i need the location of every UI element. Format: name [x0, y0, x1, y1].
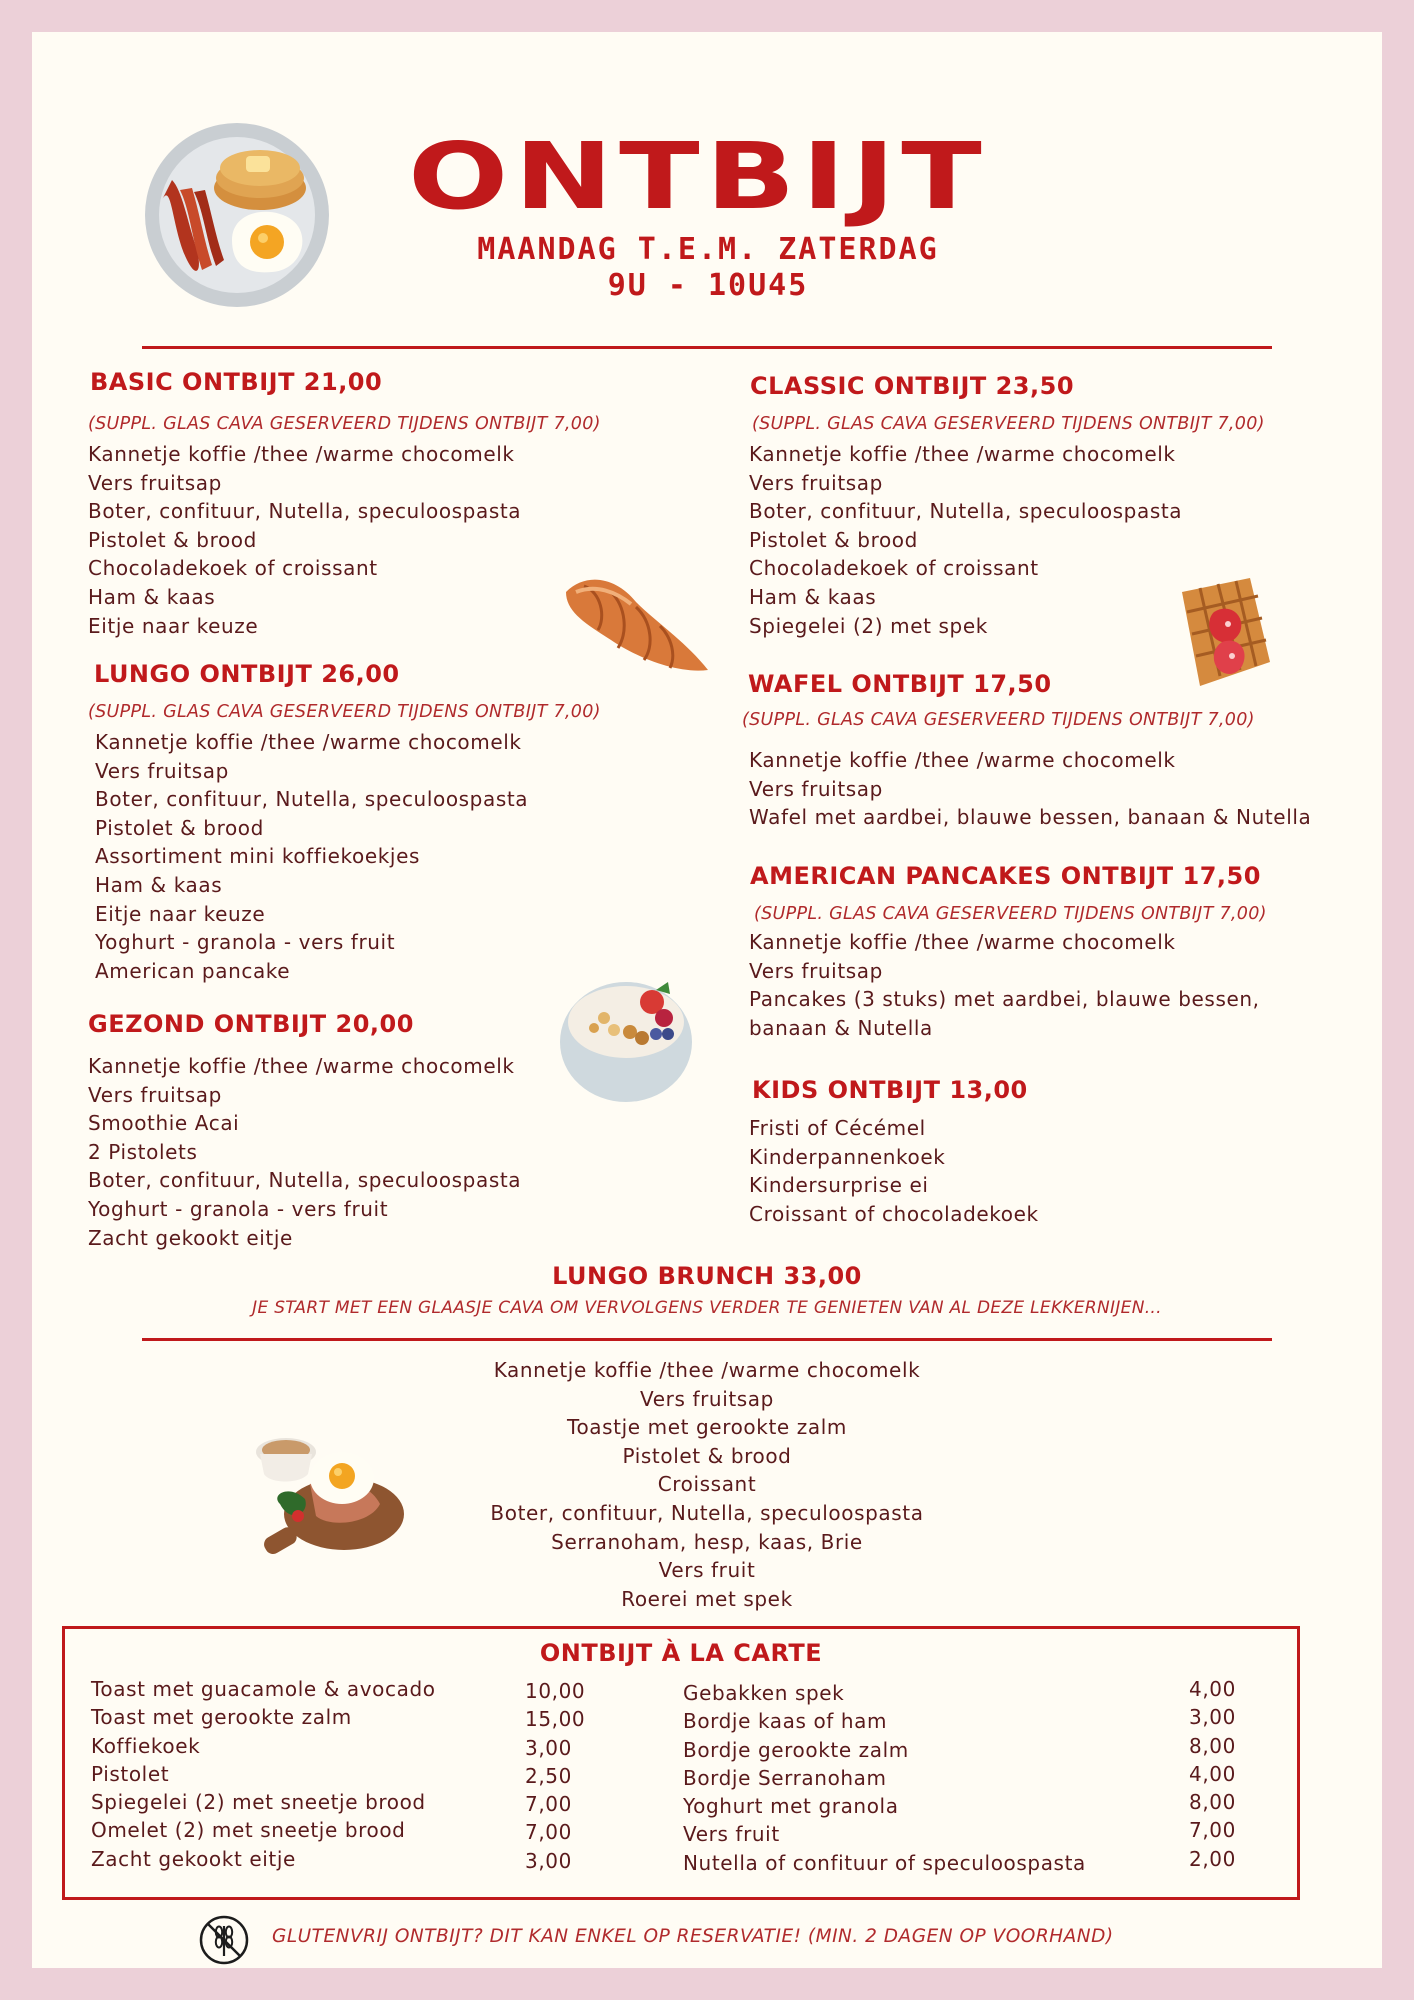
section-title-basic: BASIC ONTBIJT 21,00: [90, 368, 383, 396]
carte-item-name: Yoghurt met granola: [683, 1794, 899, 1819]
list-item: Pistolet & brood: [749, 527, 918, 552]
list-item: Chocoladekoek of croissant: [88, 556, 378, 581]
list-item: Kinderpannenkoek: [749, 1144, 946, 1169]
list-item: Chocoladekoek of croissant: [749, 556, 1039, 581]
divider-brunch: [142, 1338, 1272, 1341]
section-items-basic: [88, 440, 521, 640]
carte-item-name: Toast met guacamole & avocado: [91, 1677, 436, 1701]
carte-item-price: 3,00: [1189, 1705, 1236, 1730]
carte-item-name: Pistolet: [91, 1761, 170, 1786]
carte-item-price: 3,00: [525, 1848, 572, 1873]
list-item: Zacht gekookt eitje: [88, 1225, 293, 1250]
list-item: Kannetje koffie /thee /warme chocomelk: [749, 930, 1176, 954]
list-item: Vers fruitsap: [88, 470, 222, 495]
carte-item-price: 4,00: [1189, 1677, 1236, 1701]
section-items-lungo: [95, 728, 528, 985]
section-title-gezond: GEZOND ONTBIJT 20,00: [88, 1010, 414, 1038]
carte-item-name: Vers fruit: [683, 1822, 780, 1847]
section-title-pancakes: AMERICAN PANCAKES ONTBIJT 17,50: [750, 862, 1261, 890]
section-items-pancakes: [749, 928, 1260, 1042]
carte-item-name: Spiegelei (2) met sneetje brood: [91, 1790, 426, 1815]
list-item: Smoothie Acai: [88, 1111, 240, 1136]
list-item: Yoghurt - granola - vers fruit: [88, 1196, 389, 1221]
list-item: Pistolet & brood: [622, 1443, 792, 1468]
carte-item-name: Toast met gerookte zalm: [91, 1705, 352, 1730]
divider-top: [142, 346, 1272, 349]
section-title-wafel: WAFEL ONTBIJT 17,50: [748, 670, 1052, 698]
carte-item-price: 4,00: [1189, 1761, 1236, 1786]
list-item: Kindersurprise ei: [749, 1173, 929, 1198]
opening-hours: 9U - 10U45: [607, 268, 809, 303]
carte-item-price: 3,00: [525, 1735, 572, 1760]
list-item: Ham & kaas: [95, 872, 223, 897]
carte-item-price: 7,00: [525, 1792, 572, 1817]
carte-left-prices: [525, 1679, 585, 1877]
footer-note: GLUTENVRIJ ONTBIJT? DIT KAN ENKEL OP RESERVATIE! (MIN. 2 DAGEN OP VOORHAND): [272, 1926, 1114, 1947]
list-item: Vers fruitsap: [88, 1082, 222, 1107]
section-note-lungo: (SUPPL. GLAS CAVA GESERVEERD TIJDENS ONTBIJT 7,00): [88, 702, 601, 722]
opening-days: MAANDAG T.E.M. ZATERDAG: [477, 232, 939, 267]
list-item: Vers fruitsap: [95, 758, 229, 783]
list-item: Boter, confituur, Nutella, speculoospasta: [490, 1500, 924, 1525]
list-item: Croissant: [657, 1472, 757, 1497]
carte-item-price: 2,50: [525, 1763, 572, 1788]
list-item: Vers fruitsap: [749, 958, 883, 983]
list-item: Kannetje koffie /thee /warme chocomelk: [749, 442, 1176, 466]
carte-right-names: [683, 1681, 1086, 1879]
carte-item-price: 8,00: [1189, 1790, 1236, 1815]
waffle-illustration: [1170, 572, 1280, 696]
breakfast-plate-illustration: [142, 120, 332, 310]
list-item: American pancake: [95, 958, 291, 983]
carte-item-name: Bordje gerookte zalm: [683, 1737, 909, 1762]
carte-item-name: Omelet (2) met sneetje brood: [91, 1818, 406, 1843]
list-item: 2 Pistolets: [88, 1139, 198, 1164]
list-item: Boter, confituur, Nutella, speculoospasta: [88, 1168, 522, 1193]
section-items-wafel: [749, 746, 1311, 832]
menu-page: [32, 32, 1382, 1968]
carte-left-names: [91, 1677, 436, 1875]
carte-item-price: 7,00: [1189, 1818, 1236, 1843]
list-item: Pancakes (3 stuks) met aardbei, blauwe bessen,: [749, 987, 1260, 1012]
list-item: Wafel met aardbei, blauwe bessen, banaan & Nutella: [749, 805, 1312, 830]
section-title-kids: KIDS ONTBIJT 13,00: [752, 1076, 1028, 1104]
list-item: Kannetje koffie /thee /warme chocomelk: [95, 730, 522, 754]
list-item: Croissant of chocoladekoek: [749, 1201, 1039, 1226]
list-item: Yoghurt - granola - vers fruit: [95, 930, 396, 955]
list-item: Vers fruitsap: [640, 1386, 774, 1411]
list-item: Vers fruitsap: [749, 776, 883, 801]
list-item: Toastje met gerookte zalm: [567, 1415, 847, 1440]
section-items-kids: [749, 1114, 1039, 1228]
list-item: Kannetje koffie /thee /warme chocomelk: [749, 748, 1176, 772]
carte-item-name: Nutella of confituur of speculoospasta: [683, 1850, 1086, 1875]
section-note-classic: (SUPPL. GLAS CAVA GESERVEERD TIJDENS ONTBIJT 7,00): [752, 414, 1265, 434]
list-item: Ham & kaas: [749, 584, 877, 609]
list-item: Ham & kaas: [88, 584, 216, 609]
list-item: Vers fruit: [658, 1558, 756, 1583]
carte-item-name: Bordje Serranoham: [683, 1765, 887, 1790]
list-item: Kannetje koffie /thee /warme chocomelk: [88, 442, 515, 466]
list-item: Kannetje koffie /thee /warme chocomelk: [88, 1054, 515, 1078]
carte-item-price: 15,00: [525, 1707, 586, 1732]
page-title: ONTBIJT: [408, 122, 988, 230]
section-items-brunch: [407, 1356, 1007, 1613]
section-title-classic: CLASSIC ONTBIJT 23,50: [750, 372, 1075, 400]
list-item: Kannetje koffie /thee /warme chocomelk: [493, 1358, 921, 1382]
carte-item-name: Gebakken spek: [683, 1681, 845, 1705]
section-items-gezond: [88, 1052, 521, 1252]
section-note-brunch: JE START MET EEN GLAASJE CAVA OM VERVOLGENS VERDER TE GENIETEN VAN AL DEZE LEKKERNIJEN...: [252, 1298, 1162, 1318]
yoghurt-bowl-illustration: [556, 972, 696, 1104]
section-items-classic: [749, 440, 1182, 640]
croissant-illustration: [556, 562, 716, 682]
carte-item-name: Zacht gekookt eitje: [91, 1846, 296, 1871]
carte-item-price: 8,00: [1189, 1733, 1236, 1758]
carte-box: [62, 1626, 1300, 1900]
carte-title: ONTBIJT À LA CARTE: [539, 1639, 823, 1667]
section-title-lungo: LUNGO ONTBIJT 26,00: [94, 660, 400, 688]
carte-item-name: Koffiekoek: [91, 1733, 201, 1758]
list-item: Eitje naar keuze: [95, 901, 266, 926]
gluten-free-icon: [198, 1914, 250, 1966]
list-item: Spiegelei (2) met spek: [749, 613, 988, 638]
section-title-brunch: LUNGO BRUNCH 33,00: [552, 1262, 862, 1290]
list-item: Boter, confituur, Nutella, speculoospasta: [749, 499, 1183, 524]
brunch-board-illustration: [250, 1424, 410, 1564]
list-item: Pistolet & brood: [95, 815, 264, 840]
list-item: Eitje naar keuze: [88, 613, 259, 638]
section-note-basic: (SUPPL. GLAS CAVA GESERVEERD TIJDENS ONTBIJT 7,00): [88, 414, 601, 434]
list-item: Boter, confituur, Nutella, speculoospasta: [95, 787, 529, 812]
list-item: Roerei met spek: [621, 1586, 793, 1611]
list-item: banaan & Nutella: [749, 1015, 933, 1040]
carte-item-name: Bordje kaas of ham: [683, 1709, 888, 1734]
list-item: Pistolet & brood: [88, 527, 257, 552]
carte-item-price: 10,00: [525, 1679, 586, 1703]
list-item: Serranoham, hesp, kaas, Brie: [551, 1529, 863, 1554]
list-item: Vers fruitsap: [749, 470, 883, 495]
carte-right-prices: [1189, 1677, 1236, 1875]
section-note-pancakes: (SUPPL. GLAS CAVA GESERVEERD TIJDENS ONTBIJT 7,00): [754, 904, 1267, 924]
list-item: Fristi of Cécémel: [749, 1116, 926, 1140]
carte-item-price: 2,00: [1189, 1846, 1236, 1871]
carte-item-price: 7,00: [525, 1820, 572, 1845]
list-item: Assortiment mini koffiekoekjes: [95, 844, 420, 869]
section-note-wafel: (SUPPL. GLAS CAVA GESERVEERD TIJDENS ONTBIJT 7,00): [742, 710, 1255, 730]
list-item: Boter, confituur, Nutella, speculoospasta: [88, 499, 522, 524]
